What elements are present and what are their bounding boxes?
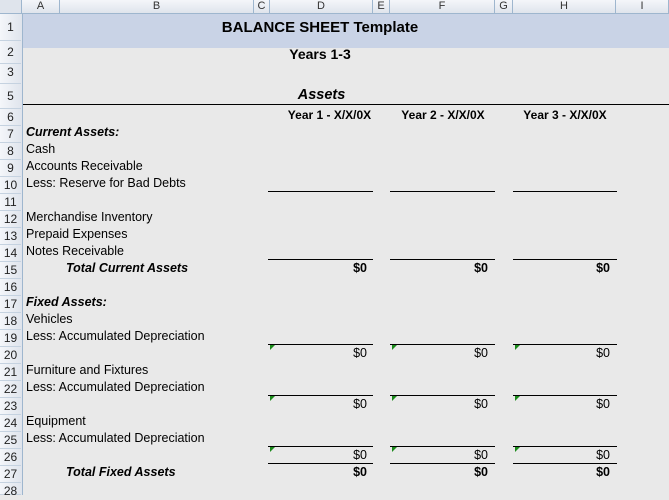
sheet-subtitle[interactable]: Years 1-3 [289, 46, 351, 62]
equipment-net-year3[interactable]: $0 [596, 448, 610, 462]
column-header-g[interactable]: G [495, 0, 513, 13]
row-header[interactable]: 24 [0, 415, 21, 432]
total-fixed-assets-label[interactable]: Total Fixed Assets [66, 465, 176, 479]
column-header-i[interactable]: I [616, 0, 669, 13]
row-header[interactable]: 5 [0, 84, 21, 109]
underline-d10 [268, 191, 373, 192]
row-header[interactable]: 23 [0, 398, 21, 415]
column-header-c[interactable]: C [254, 0, 270, 13]
row-header[interactable]: 22 [0, 381, 21, 398]
total-current-assets-year3[interactable]: $0 [596, 261, 610, 275]
row-header[interactable]: 1 [0, 14, 21, 41]
line-item-label[interactable]: Less: Reserve for Bad Debts [26, 176, 186, 190]
column-header-f[interactable]: F [390, 0, 495, 13]
vehicles-net-year1[interactable]: $0 [353, 346, 367, 360]
row-header[interactable]: 13 [0, 228, 21, 245]
line-item-label[interactable]: Less: Accumulated Depreciation [26, 380, 205, 394]
row-header[interactable]: 19 [0, 330, 21, 347]
fixed-assets-heading[interactable]: Fixed Assets: [26, 295, 107, 309]
column-header-e[interactable]: E [373, 0, 390, 13]
row-header[interactable]: 15 [0, 262, 21, 279]
underline-f10 [390, 191, 495, 192]
assets-divider [23, 104, 669, 105]
line-item-label[interactable]: Prepaid Expenses [26, 227, 128, 241]
line-item-label[interactable]: Less: Accumulated Depreciation [26, 329, 205, 343]
furniture-net-year3[interactable]: $0 [596, 397, 610, 411]
row-header[interactable]: 28 [0, 483, 21, 495]
row-header[interactable]: 16 [0, 279, 21, 296]
row-header[interactable]: 9 [0, 160, 21, 177]
row-header[interactable]: 26 [0, 449, 21, 466]
select-all-corner[interactable] [0, 0, 22, 13]
column-header-b[interactable]: B [60, 0, 254, 13]
assets-heading[interactable]: Assets [297, 87, 346, 103]
equipment-net-year2[interactable]: $0 [474, 448, 488, 462]
row-header[interactable]: 17 [0, 296, 21, 313]
row-header[interactable]: 7 [0, 126, 21, 143]
sheet-title[interactable]: BALANCE SHEET Template [221, 19, 419, 36]
column-header-a[interactable]: A [22, 0, 60, 13]
line-item-label[interactable]: Notes Receivable [26, 244, 124, 258]
vehicles-net-year3[interactable]: $0 [596, 346, 610, 360]
total-current-assets-year1[interactable]: $0 [353, 261, 367, 275]
total-current-assets-label[interactable]: Total Current Assets [66, 261, 189, 275]
year-3-header[interactable]: Year 3 - X/X/0X [523, 108, 607, 122]
year-1-header[interactable]: Year 1 - X/X/0X [287, 108, 372, 122]
row-header[interactable]: 14 [0, 245, 21, 262]
total-current-assets-year2[interactable]: $0 [474, 261, 488, 275]
total-fixed-assets-year3[interactable]: $0 [596, 465, 610, 479]
line-item-label[interactable]: Accounts Receivable [26, 159, 143, 173]
underline-h10 [513, 191, 617, 192]
row-header[interactable]: 21 [0, 364, 21, 381]
equipment-net-year1[interactable]: $0 [353, 448, 367, 462]
column-header-bar [0, 0, 669, 14]
line-item-label[interactable]: Vehicles [26, 312, 73, 326]
row-header[interactable]: 12 [0, 211, 21, 228]
furniture-net-year2[interactable]: $0 [474, 397, 488, 411]
total-fixed-assets-year1[interactable]: $0 [353, 465, 367, 479]
row-header[interactable]: 6 [0, 109, 21, 126]
row-header[interactable]: 2 [0, 41, 21, 64]
row-header[interactable]: 8 [0, 143, 21, 160]
row-header[interactable]: 27 [0, 466, 21, 483]
column-header-d[interactable]: D [270, 0, 373, 13]
current-assets-heading[interactable]: Current Assets: [26, 125, 120, 139]
row-header[interactable]: 11 [0, 194, 21, 211]
row-header[interactable]: 18 [0, 313, 21, 330]
row-header-bar [0, 14, 23, 498]
line-item-label[interactable]: Equipment [26, 414, 86, 428]
line-item-label[interactable]: Less: Accumulated Depreciation [26, 431, 205, 445]
line-item-label[interactable]: Cash [26, 142, 56, 156]
line-item-label[interactable]: Merchandise Inventory [26, 210, 153, 224]
row-header[interactable]: 3 [0, 64, 21, 84]
furniture-net-year1[interactable]: $0 [353, 397, 367, 411]
column-header-h[interactable]: H [513, 0, 616, 13]
row-header[interactable]: 25 [0, 432, 21, 449]
vehicles-net-year2[interactable]: $0 [474, 346, 488, 360]
line-item-label[interactable]: Furniture and Fixtures [26, 363, 149, 377]
total-fixed-assets-year2[interactable]: $0 [474, 465, 488, 479]
row-header[interactable]: 20 [0, 347, 21, 364]
year-2-header[interactable]: Year 2 - X/X/0X [401, 108, 485, 122]
row-header[interactable]: 10 [0, 177, 21, 194]
